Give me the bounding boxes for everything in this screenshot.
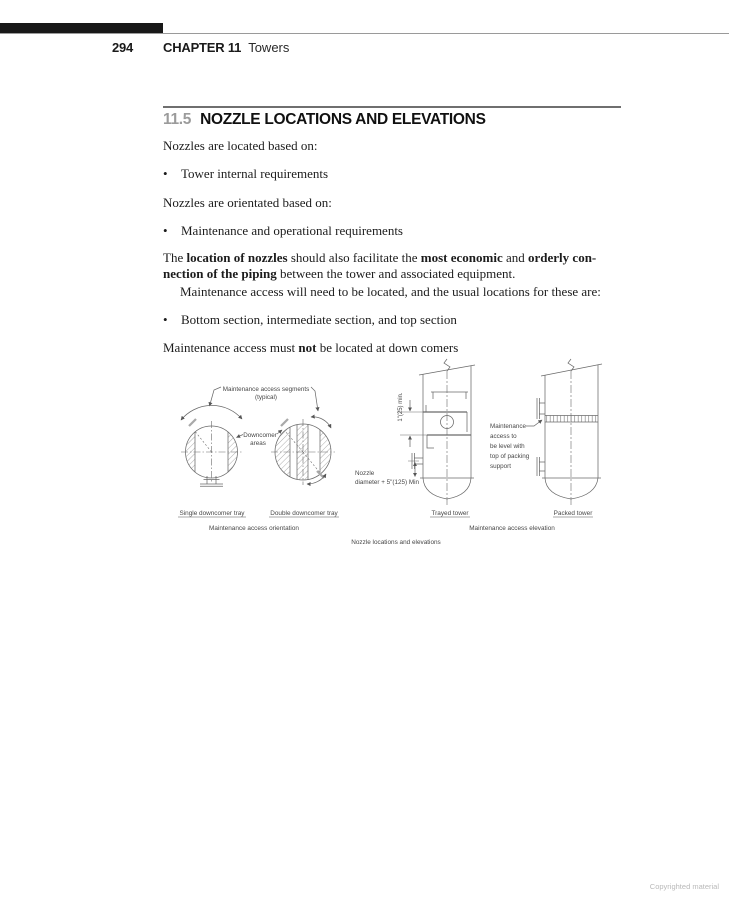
figure-nozzle-locations — [160, 358, 630, 553]
note-line: be level with — [490, 443, 525, 450]
note-line: access to — [490, 433, 517, 440]
paragraph-orientated: Nozzles are orientated based on: — [163, 195, 332, 210]
header-black-bar — [0, 23, 163, 34]
note-line: support — [490, 463, 512, 470]
label-packed-note — [490, 423, 530, 470]
single-downcomer-tray-diagram — [181, 405, 242, 486]
label-downcomer-areas-1: Downcomer — [243, 432, 277, 439]
text-run-bold: not — [298, 340, 317, 355]
caption-elevation: Maintenance access elevation — [469, 525, 555, 532]
header-rule — [0, 33, 729, 34]
packed-tower-diagram — [537, 359, 602, 505]
bullet-text: Bottom section, intermediate section, and top section — [181, 312, 457, 327]
text-run-bold: most economic — [420, 250, 503, 265]
text-run: between the tower and associated equipment. — [276, 266, 516, 281]
text-run-bold: nection of the piping — [163, 266, 277, 281]
label-maintenance-segments: Maintenance access segments — [222, 386, 310, 393]
text-run-bold: orderly con- — [528, 250, 597, 265]
bullet-text: Maintenance and operational requirements — [181, 223, 403, 238]
running-header — [163, 40, 289, 55]
section-rule — [163, 106, 621, 108]
caption-single-downcomer: Single downcomer tray — [179, 510, 245, 517]
illegible-radial-label — [281, 419, 288, 426]
downcomer-arrow-right — [277, 430, 282, 434]
bullet-glyph: • — [163, 166, 168, 181]
caption-trayed-tower: Trayed tower — [431, 510, 469, 517]
label-nozzle-dim-2: diameter + 5"(125) Min — [355, 479, 420, 486]
bullet-item-internal — [163, 166, 621, 182]
label-nozzle-dim-1: Nozzle — [355, 470, 375, 477]
note-line: Maintenance — [490, 423, 527, 430]
copyright-watermark: Copyrighted material — [649, 882, 719, 891]
text-run: Maintenance access must — [163, 340, 299, 355]
bullet-glyph: • — [163, 223, 168, 238]
paragraph-maintenance-access: Maintenance access will need to be located, and the usual locations for these are: — [180, 284, 601, 299]
paragraph-location-of-nozzles — [163, 250, 621, 282]
note-line: top of packing — [490, 453, 530, 460]
section-heading — [163, 111, 621, 129]
label-downcomer-areas-2: areas — [250, 440, 266, 447]
caption-packed-tower: Packed tower — [553, 510, 593, 517]
leader-right — [311, 387, 318, 411]
caption-double-downcomer: Double downcomer tray — [270, 510, 338, 517]
chapter-label: CHAPTER 11 — [163, 40, 242, 55]
bullet-glyph: • — [163, 312, 168, 327]
caption-overall: Nozzle locations and elevations — [351, 539, 441, 546]
packed-note-leader — [526, 420, 542, 426]
paragraph-not-downcomers — [163, 340, 621, 356]
access-segment-arc — [181, 405, 242, 420]
bullet-item-maintenance — [163, 223, 621, 239]
section-number: 11.5 — [163, 111, 192, 128]
leader-left — [210, 387, 222, 406]
trayed-tower-diagram — [355, 359, 475, 505]
chapter-title: Towers — [248, 40, 290, 55]
text-run-bold: location of nozzles — [186, 250, 288, 265]
label-tray-dim: 1"(25) min. — [398, 392, 404, 422]
label-typical: (typical) — [254, 394, 278, 401]
page-number: 294 — [112, 40, 134, 55]
section-title: NOZZLE LOCATIONS AND ELEVATIONS — [200, 111, 486, 128]
text-run: should also facilitate the — [287, 250, 421, 265]
illegible-radial-label — [189, 419, 196, 426]
paragraph-located: Nozzles are located based on: — [163, 138, 318, 153]
downcomer-arrow-left — [237, 435, 244, 438]
text-run: and — [502, 250, 529, 265]
text-run: be located at down comers — [316, 340, 459, 355]
text-run: The — [163, 250, 187, 265]
double-downcomer-tray-diagram — [271, 417, 335, 485]
bullet-item-sections — [163, 312, 621, 328]
bullet-text: Tower internal requirements — [181, 166, 329, 181]
caption-orientation: Maintenance access orientation — [209, 525, 299, 532]
